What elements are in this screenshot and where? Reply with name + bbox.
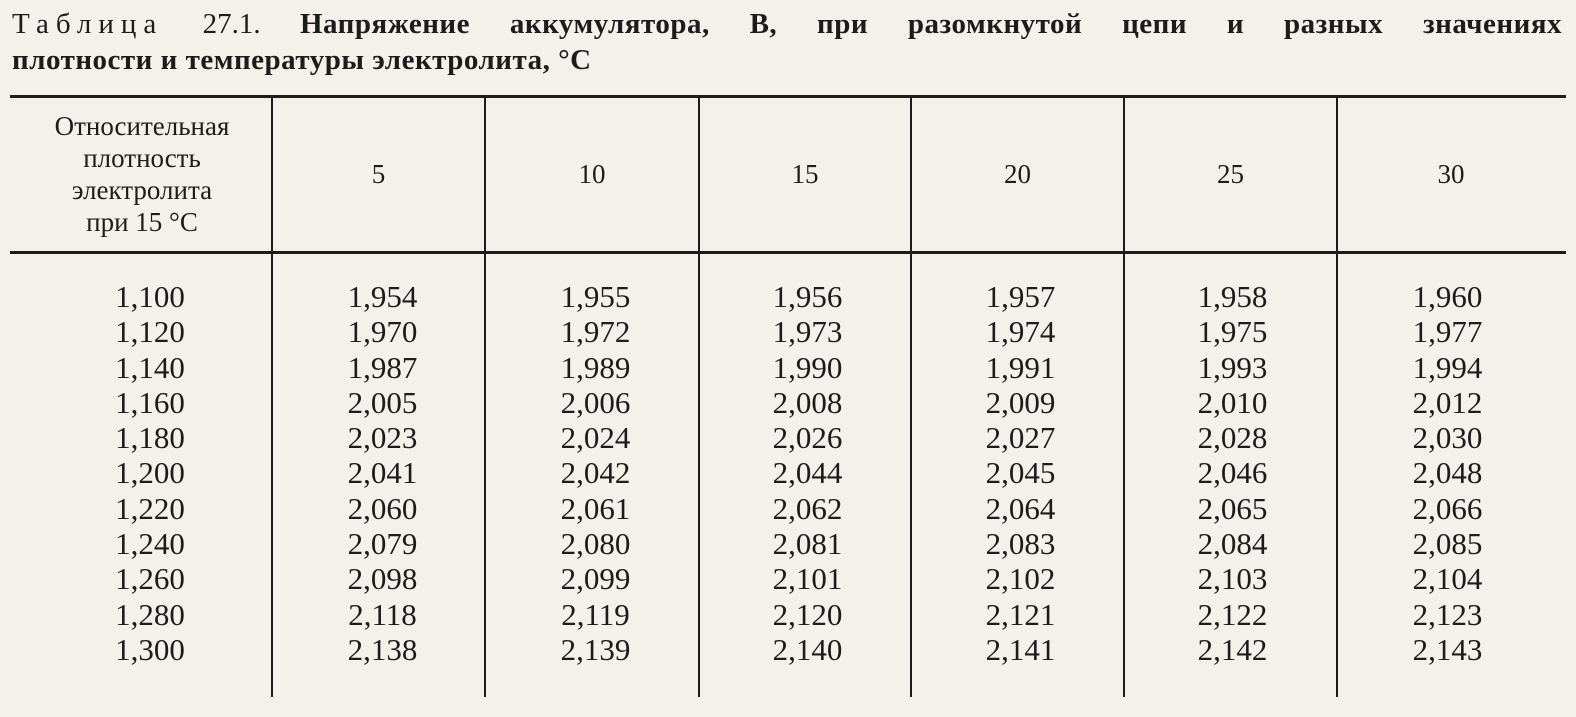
row-header-line: электролита — [71, 175, 213, 205]
voltage-cell: 1,957 — [985, 279, 1056, 314]
voltage-cell: 2,010 — [1197, 384, 1268, 420]
voltage-cell: 2,061 — [560, 490, 631, 526]
voltage-cell: 2,084 — [1197, 526, 1268, 562]
voltage-cell: 2,140 — [772, 631, 843, 667]
voltage-cell: 1,972 — [560, 314, 631, 350]
voltage-cell: 2,023 — [347, 420, 418, 456]
voltage-cell: 2,080 — [560, 526, 631, 562]
voltage-cell: 2,048 — [1412, 455, 1483, 491]
voltage-cell: 1,993 — [1197, 349, 1268, 385]
density-cell: 1,300 — [115, 631, 185, 667]
density-cell: 1,180 — [115, 420, 185, 456]
caption-number: 27.1. — [202, 8, 261, 40]
caption-title-line2: плотности и температуры электролита, °C — [12, 44, 592, 76]
voltage-cell: 2,083 — [985, 526, 1056, 562]
voltage-cell: 2,103 — [1197, 561, 1268, 597]
voltage-cell: 1,956 — [772, 279, 843, 314]
voltage-cell: 2,044 — [772, 455, 843, 491]
column-header-temp: 10 — [578, 159, 606, 189]
voltage-column — [1150, 279, 1315, 667]
density-cell: 1,120 — [115, 314, 185, 350]
voltage-cell: 2,101 — [772, 561, 843, 597]
voltage-cell: 1,954 — [347, 279, 418, 314]
voltage-cell: 2,079 — [347, 526, 418, 562]
voltage-cell: 2,143 — [1412, 631, 1483, 667]
voltage-cell: 1,990 — [772, 349, 843, 385]
column-header-temp: 15 — [791, 159, 819, 189]
caption-label: Таблица — [12, 8, 164, 40]
voltage-cell: 2,065 — [1197, 490, 1268, 526]
voltage-cell: 2,027 — [985, 420, 1056, 456]
column-header-temp: 30 — [1437, 159, 1465, 189]
voltage-cell: 2,123 — [1412, 596, 1483, 632]
table-caption — [12, 6, 1562, 42]
voltage-column — [938, 279, 1103, 667]
voltage-cell: 1,989 — [560, 349, 631, 385]
voltage-cell: 2,118 — [348, 596, 417, 632]
voltage-cell: 2,141 — [985, 631, 1056, 667]
density-cell: 1,160 — [115, 384, 185, 420]
caption-title-line1: Напряжение аккумулятора, В, при разомкнутой цепи и разных значениях — [300, 8, 1563, 40]
voltage-cell: 1,960 — [1412, 279, 1483, 314]
voltage-cell: 2,120 — [772, 596, 843, 632]
voltage-cell: 1,975 — [1197, 314, 1268, 350]
voltage-cell: 2,138 — [347, 631, 418, 667]
voltage-cell: 1,974 — [985, 314, 1056, 350]
voltage-cell: 2,139 — [560, 631, 631, 667]
voltage-cell: 2,102 — [985, 561, 1056, 597]
density-cell: 1,140 — [115, 349, 185, 385]
column-header-temp: 5 — [371, 159, 386, 189]
density-column — [70, 279, 230, 667]
voltage-column — [1365, 279, 1530, 667]
voltage-cell: 2,085 — [1412, 526, 1483, 562]
voltage-cell: 2,119 — [561, 596, 630, 632]
density-cell: 1,200 — [115, 455, 185, 491]
voltage-cell: 2,008 — [772, 384, 843, 420]
row-header-line: Относительная — [54, 111, 230, 141]
voltage-cell: 2,026 — [772, 420, 843, 456]
voltage-cell: 2,046 — [1197, 455, 1268, 491]
row-header-line: при 15 °C — [86, 207, 198, 237]
density-cell: 1,100 — [115, 279, 185, 314]
voltage-cell: 2,142 — [1197, 631, 1268, 667]
voltage-cell: 2,066 — [1412, 490, 1483, 526]
voltage-cell: 1,955 — [560, 279, 631, 314]
voltage-column — [725, 279, 890, 667]
voltage-cell: 1,994 — [1412, 349, 1483, 385]
voltage-cell: 1,977 — [1412, 314, 1483, 350]
voltage-cell: 1,973 — [772, 314, 843, 350]
voltage-cell: 2,005 — [347, 384, 418, 420]
voltage-cell: 2,041 — [347, 455, 418, 491]
voltage-cell: 2,098 — [347, 561, 418, 597]
voltage-cell: 1,987 — [347, 349, 418, 385]
voltage-cell: 2,104 — [1412, 561, 1483, 597]
voltage-cell: 2,062 — [772, 490, 843, 526]
density-cell: 1,220 — [115, 490, 185, 526]
density-cell: 1,260 — [115, 561, 185, 597]
voltage-cell: 1,958 — [1197, 279, 1268, 314]
voltage-cell: 1,991 — [985, 349, 1056, 385]
voltage-cell: 2,028 — [1197, 420, 1268, 456]
row-header-line: плотность — [83, 143, 201, 173]
voltage-cell: 2,042 — [560, 455, 631, 491]
column-header-temp: 20 — [1004, 159, 1031, 189]
density-cell: 1,280 — [115, 596, 185, 632]
voltage-cell: 2,009 — [985, 384, 1056, 420]
voltage-cell: 1,970 — [347, 314, 418, 350]
voltage-cell: 2,122 — [1197, 596, 1268, 632]
column-header-temp: 25 — [1217, 159, 1244, 189]
table-header-rule — [10, 251, 1566, 254]
voltage-cell: 2,099 — [560, 561, 631, 597]
voltage-cell: 2,121 — [985, 596, 1056, 632]
voltage-cell: 2,081 — [772, 526, 843, 562]
voltage-cell: 2,064 — [985, 490, 1056, 526]
voltage-cell: 2,012 — [1412, 384, 1483, 420]
voltage-cell: 2,006 — [560, 384, 631, 420]
voltage-column — [513, 279, 678, 667]
voltage-column — [300, 279, 465, 667]
voltage-cell: 2,045 — [985, 455, 1056, 491]
voltage-cell: 2,024 — [560, 420, 631, 456]
density-cell: 1,240 — [115, 526, 185, 562]
row-header-cell — [14, 97, 270, 251]
voltage-cell: 2,030 — [1412, 420, 1483, 456]
voltage-cell: 2,060 — [347, 490, 418, 526]
